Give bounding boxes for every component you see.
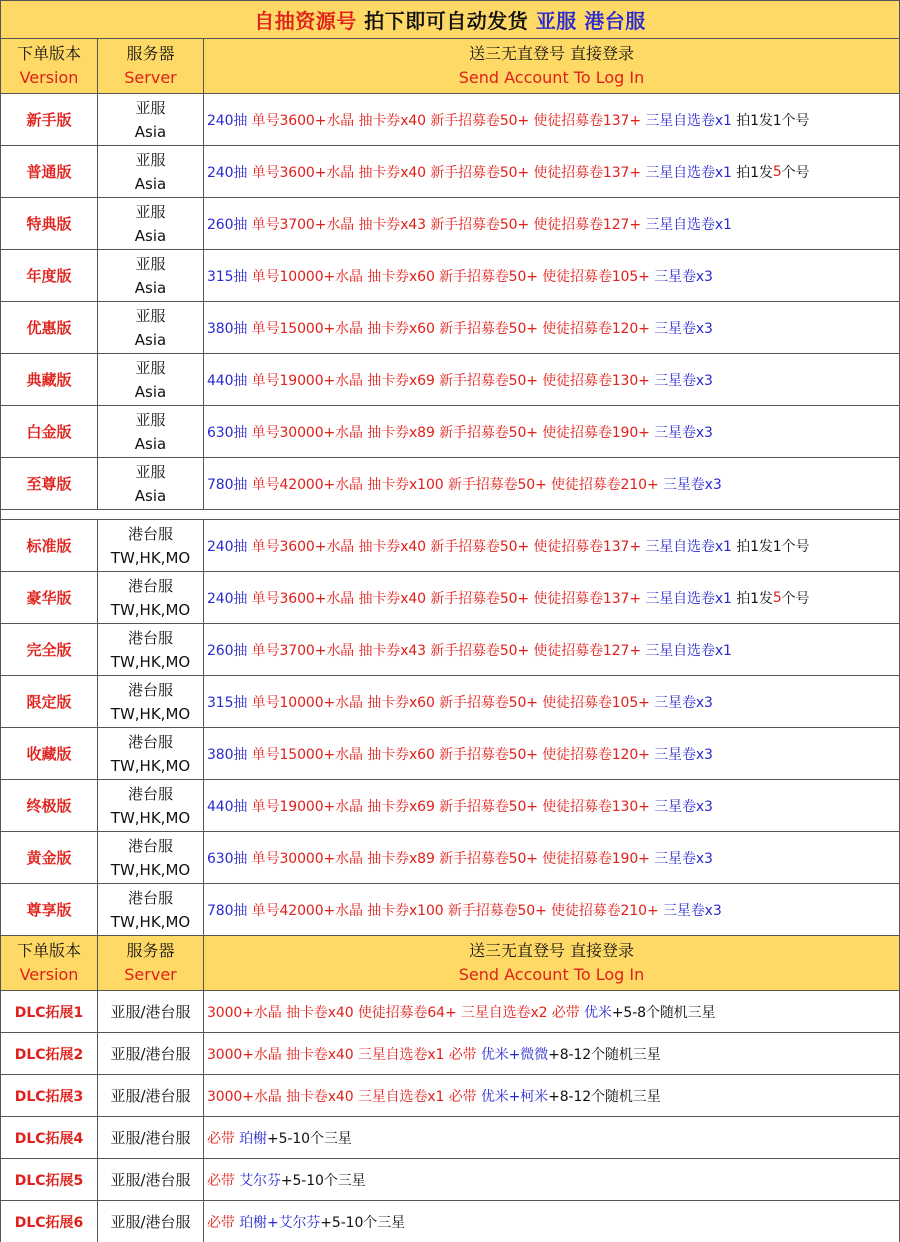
description-segment: 个号 [781, 590, 810, 607]
description-segment: 单号42000+水晶 抽卡券x100 新手招募卷50+ 使徒招募卷210+ [247, 902, 663, 919]
description-segment: 240抽 [207, 164, 248, 181]
version-name: 终极版 [26, 797, 72, 815]
description-segment: 单号15000+水晶 抽卡券x60 新手招募卷50+ 使徒招募卷120+ [247, 746, 655, 763]
description-segment: 三星卷x3 [654, 694, 713, 711]
header-label-en: Version [19, 965, 79, 984]
table-row [0, 198, 900, 250]
section-divider [0, 510, 900, 520]
version-name: 普通版 [26, 163, 72, 181]
server-name-en: TW,HK,MO [110, 756, 191, 775]
version-name: 黄金版 [26, 849, 72, 867]
banner-title [0, 0, 900, 39]
description-cell [204, 354, 900, 406]
description-segment: 拍1发 [731, 164, 773, 181]
version-name: 新手版 [26, 111, 72, 129]
dlc-name-cell [0, 991, 98, 1033]
description-segment: 三星自选卷x1 [645, 642, 732, 659]
description-segment: 单号3700+水晶 抽卡券x43 新手招募卷50+ 使徒招募卷127+ [247, 216, 646, 233]
description-segment: 拍1发1个号 [731, 112, 810, 129]
server-name-zh: 亚服 [135, 98, 166, 117]
server-cell [98, 250, 204, 302]
dlc-name-cell [0, 1201, 98, 1242]
description-segment: 单号42000+水晶 抽卡券x100 新手招募卷50+ 使徒招募卷210+ [247, 476, 663, 493]
dlc-server-cell [98, 1159, 204, 1201]
description-segment: +8-12个随机三星 [548, 1046, 661, 1063]
dlc-server-cell [98, 1117, 204, 1159]
description-segment: 单号15000+水晶 抽卡券x60 新手招募卷50+ 使徒招募卷120+ [247, 320, 655, 337]
description-segment: 三星卷x3 [654, 798, 713, 815]
description-segment: 240抽 [207, 590, 248, 607]
version-cell [0, 458, 98, 510]
description-segment: 单号3600+水晶 抽卡券x40 新手招募卷50+ 使徒招募卷137+ [247, 590, 646, 607]
dlc-description-cell [204, 991, 900, 1033]
description-cell [204, 780, 900, 832]
server-name-zh: 港台服 [127, 680, 173, 699]
description-segment: 个号 [781, 164, 810, 181]
server-name-zh: 港台服 [127, 836, 173, 855]
server-cell [98, 676, 204, 728]
server-name-en: TW,HK,MO [110, 860, 191, 879]
server-cell [98, 884, 204, 936]
version-name: 典藏版 [26, 371, 72, 389]
dlc-name: DLC拓展5 [14, 1172, 84, 1189]
server-name-zh: 港台服 [127, 784, 173, 803]
server-name-en: TW,HK,MO [110, 652, 191, 671]
version-name: 完全版 [26, 641, 72, 659]
description-segment: +5-10个三星 [320, 1214, 406, 1231]
description-cell [204, 572, 900, 624]
version-cell [0, 94, 98, 146]
header-cell-2 [98, 39, 204, 94]
server-cell [98, 406, 204, 458]
dlc-name: DLC拓展2 [14, 1046, 84, 1063]
version-cell [0, 624, 98, 676]
server-cell [98, 354, 204, 406]
header-label-en: Send Account To Log In [458, 68, 645, 87]
server-name-en: Asia [134, 486, 167, 505]
description-cell [204, 832, 900, 884]
version-cell [0, 884, 98, 936]
server-name-zh: 亚服 [135, 150, 166, 169]
server-name-zh: 亚服 [135, 306, 166, 325]
description-segment: 三星卷x3 [654, 372, 713, 389]
server-name-zh: 港台服 [127, 524, 173, 543]
description-segment: 3000+水晶 抽卡卷x40 使徒招募卷64+ 三星自选卷x2 必带 [207, 1004, 584, 1021]
description-segment: 三星卷x3 [662, 902, 722, 919]
description-segment: 三星自选卷x1 [645, 590, 732, 607]
server-cell [98, 728, 204, 780]
dlc-name-cell [0, 1117, 98, 1159]
description-segment: 380抽 [207, 320, 248, 337]
header-label-zh: 服务器 [126, 44, 175, 63]
server-name-zh: 亚服 [135, 254, 166, 273]
version-cell [0, 406, 98, 458]
server-name-en: Asia [134, 330, 167, 349]
header-label-zh: 下单版本 [16, 941, 81, 960]
dlc-server: 亚服/港台服 [110, 1087, 191, 1105]
description-segment: 必带 [207, 1130, 240, 1147]
dlc-name-cell [0, 1033, 98, 1075]
banner-part-3: 亚服 港台服 [535, 9, 646, 33]
dlc-description-cell [204, 1033, 900, 1075]
description-segment: 艾尔芬 [239, 1172, 281, 1189]
dlc-description-cell [204, 1201, 900, 1242]
server-cell [98, 302, 204, 354]
dlc-description-cell [204, 1075, 900, 1117]
description-segment: 630抽 [207, 850, 248, 867]
header-label-zh: 送三无直登号 直接登录 [468, 941, 635, 960]
description-segment: 珀榭 [239, 1130, 267, 1147]
table-row [0, 458, 900, 510]
version-name: 尊享版 [26, 901, 72, 919]
description-segment: 780抽 [207, 902, 248, 919]
server-name-en: Asia [134, 226, 167, 245]
description-segment: 380抽 [207, 746, 248, 763]
version-name: 白金版 [26, 423, 72, 441]
server-name-zh: 港台服 [127, 576, 173, 595]
server-cell [98, 832, 204, 884]
description-segment: 三星卷x3 [654, 746, 713, 763]
description-segment: 单号30000+水晶 抽卡券x89 新手招募卷50+ 使徒招募卷190+ [247, 424, 655, 441]
header-label-en: Server [124, 965, 177, 984]
description-segment: +8-12个随机三星 [548, 1088, 661, 1105]
description-segment: 单号19000+水晶 抽卡券x69 新手招募卷50+ 使徒招募卷130+ [247, 372, 655, 389]
dlc-name-cell [0, 1159, 98, 1201]
dlc-row [0, 1159, 900, 1201]
table-row [0, 94, 900, 146]
server-name-en: Asia [134, 122, 167, 141]
table-row [0, 728, 900, 780]
server-cell [98, 624, 204, 676]
table-row [0, 884, 900, 936]
server-name-en: TW,HK,MO [110, 912, 191, 931]
description-segment: 必带 [207, 1172, 240, 1189]
dlc-row [0, 1201, 900, 1242]
server-name-en: Asia [134, 382, 167, 401]
header-label-en: Send Account To Log In [458, 965, 645, 984]
server-cell [98, 198, 204, 250]
description-segment: 440抽 [207, 798, 248, 815]
description-cell [204, 146, 900, 198]
description-segment: 630抽 [207, 424, 248, 441]
table-header-row [0, 39, 900, 94]
header-label-zh: 下单版本 [16, 44, 81, 63]
dlc-server-cell [98, 1075, 204, 1117]
description-cell [204, 458, 900, 510]
description-segment: 260抽 [207, 216, 248, 233]
header-label-en: Server [124, 68, 177, 87]
description-segment: 三星卷x3 [654, 320, 713, 337]
table-row [0, 406, 900, 458]
description-segment: 5 [772, 163, 782, 180]
description-segment: 单号3600+水晶 抽卡券x40 新手招募卷50+ 使徒招募卷137+ [247, 112, 646, 129]
table-row [0, 146, 900, 198]
header-label-en: Version [19, 68, 79, 87]
banner-part-1: 自抽资源号 [254, 9, 357, 33]
description-segment: 珀榭+艾尔芬 [239, 1214, 321, 1231]
dlc-row [0, 1075, 900, 1117]
version-name: 标准版 [26, 537, 72, 555]
dlc-row [0, 991, 900, 1033]
header-label-zh: 送三无直登号 直接登录 [468, 44, 635, 63]
description-segment: 240抽 [207, 538, 248, 555]
table-row [0, 302, 900, 354]
server-cell [98, 572, 204, 624]
version-cell [0, 676, 98, 728]
server-name-en: Asia [134, 174, 167, 193]
version-cell [0, 520, 98, 572]
server-cell [98, 780, 204, 832]
version-cell [0, 198, 98, 250]
server-name-en: TW,HK,MO [110, 548, 191, 567]
description-cell [204, 728, 900, 780]
description-segment: 240抽 [207, 112, 248, 129]
description-segment: 三星自选卷x1 [645, 538, 732, 555]
description-segment: 260抽 [207, 642, 248, 659]
dlc-row [0, 1033, 900, 1075]
server-cell [98, 520, 204, 572]
server-name-zh: 亚服 [135, 462, 166, 481]
server-name-zh: 亚服 [135, 358, 166, 377]
header-cell-2 [98, 936, 204, 991]
server-name-en: TW,HK,MO [110, 600, 191, 619]
dlc-server: 亚服/港台服 [110, 1045, 191, 1063]
description-segment: +5-8个随机三星 [611, 1004, 716, 1021]
description-segment: 优米 [583, 1004, 612, 1021]
version-cell [0, 728, 98, 780]
description-segment: 3000+水晶 抽卡卷x40 三星自选卷x1 必带 [207, 1046, 481, 1063]
server-name-en: TW,HK,MO [110, 808, 191, 827]
version-name: 限定版 [26, 693, 72, 711]
header-cell-3 [204, 39, 900, 94]
dlc-server-cell [98, 991, 204, 1033]
table-row [0, 250, 900, 302]
server-name-zh: 港台服 [127, 888, 173, 907]
description-segment: +5-10个三星 [266, 1130, 352, 1147]
server-name-en: TW,HK,MO [110, 704, 191, 723]
description-segment: 3000+水晶 抽卡卷x40 三星自选卷x1 必带 [207, 1088, 481, 1105]
server-cell [98, 458, 204, 510]
description-segment: 440抽 [207, 372, 248, 389]
description-segment: 优米+微微 [480, 1046, 549, 1063]
table-row [0, 676, 900, 728]
description-segment: 三星卷x3 [654, 424, 713, 441]
description-segment: 三星自选卷x1 [645, 216, 732, 233]
server-name-en: Asia [134, 434, 167, 453]
server-cell [98, 146, 204, 198]
description-segment: 拍1发1个号 [731, 538, 810, 555]
table-row [0, 832, 900, 884]
description-segment: 三星卷x3 [654, 268, 713, 285]
version-name: 豪华版 [26, 589, 72, 607]
description-cell [204, 198, 900, 250]
dlc-server: 亚服/港台服 [110, 1129, 191, 1147]
description-segment: 拍1发 [731, 590, 773, 607]
dlc-row [0, 1117, 900, 1159]
description-segment: 780抽 [207, 476, 248, 493]
version-name: 收藏版 [26, 745, 72, 763]
version-name: 至尊版 [26, 475, 72, 493]
version-name: 年度版 [26, 267, 72, 285]
table-row [0, 354, 900, 406]
description-cell [204, 624, 900, 676]
description-segment: 5 [772, 589, 782, 606]
version-cell [0, 832, 98, 884]
description-cell [204, 884, 900, 936]
version-name: 特典版 [26, 215, 72, 233]
description-segment: 三星卷x3 [654, 850, 713, 867]
description-segment: 三星自选卷x1 [645, 112, 732, 129]
dlc-name: DLC拓展1 [14, 1004, 84, 1021]
version-cell [0, 780, 98, 832]
description-segment: 必带 [207, 1214, 240, 1231]
version-cell [0, 250, 98, 302]
description-cell [204, 94, 900, 146]
description-cell [204, 676, 900, 728]
description-cell [204, 302, 900, 354]
description-segment: 单号10000+水晶 抽卡券x60 新手招募卷50+ 使徒招募卷105+ [247, 268, 655, 285]
banner-part-2: 拍下即可自动发货 [356, 9, 536, 33]
description-segment: 单号3600+水晶 抽卡券x40 新手招募卷50+ 使徒招募卷137+ [247, 164, 646, 181]
dlc-server-cell [98, 1201, 204, 1242]
dlc-server-cell [98, 1033, 204, 1075]
header-cell-3 [204, 936, 900, 991]
dlc-description-cell [204, 1159, 900, 1201]
table-row [0, 624, 900, 676]
description-segment: 单号19000+水晶 抽卡券x69 新手招募卷50+ 使徒招募卷130+ [247, 798, 655, 815]
version-cell [0, 146, 98, 198]
server-name-en: Asia [134, 278, 167, 297]
dlc-name-cell [0, 1075, 98, 1117]
description-segment: +5-10个三星 [280, 1172, 366, 1189]
server-name-zh: 亚服 [135, 202, 166, 221]
description-cell [204, 406, 900, 458]
dlc-description-cell [204, 1117, 900, 1159]
description-segment: 315抽 [207, 694, 248, 711]
version-cell [0, 354, 98, 406]
header-label-zh: 服务器 [126, 941, 175, 960]
description-segment: 优米+柯米 [480, 1088, 549, 1105]
section-divider-cell [0, 510, 900, 520]
table-row [0, 780, 900, 832]
description-segment: 单号3700+水晶 抽卡券x43 新手招募卷50+ 使徒招募卷127+ [247, 642, 646, 659]
description-segment: 单号3600+水晶 抽卡券x40 新手招募卷50+ 使徒招募卷137+ [247, 538, 646, 555]
version-cell [0, 572, 98, 624]
table-row [0, 572, 900, 624]
table-header-row [0, 936, 900, 991]
description-segment: 单号10000+水晶 抽卡券x60 新手招募卷50+ 使徒招募卷105+ [247, 694, 655, 711]
dlc-server: 亚服/港台服 [110, 1171, 191, 1189]
table-row [0, 520, 900, 572]
server-name-zh: 港台服 [127, 628, 173, 647]
server-cell [98, 94, 204, 146]
dlc-name: DLC拓展3 [14, 1088, 84, 1105]
dlc-server: 亚服/港台服 [110, 1003, 191, 1021]
description-segment: 三星卷x3 [662, 476, 722, 493]
version-name: 优惠版 [26, 319, 72, 337]
description-segment: 三星自选卷x1 [645, 164, 732, 181]
description-segment: 315抽 [207, 268, 248, 285]
description-segment: 单号30000+水晶 抽卡券x89 新手招募卷50+ 使徒招募卷190+ [247, 850, 655, 867]
dlc-server: 亚服/港台服 [110, 1213, 191, 1231]
dlc-name: DLC拓展6 [14, 1214, 84, 1231]
header-cell-1 [0, 39, 98, 94]
server-name-zh: 港台服 [127, 732, 173, 751]
dlc-name: DLC拓展4 [14, 1130, 84, 1147]
header-cell-1 [0, 936, 98, 991]
server-name-zh: 亚服 [135, 410, 166, 429]
version-cell [0, 302, 98, 354]
description-cell [204, 250, 900, 302]
description-cell [204, 520, 900, 572]
